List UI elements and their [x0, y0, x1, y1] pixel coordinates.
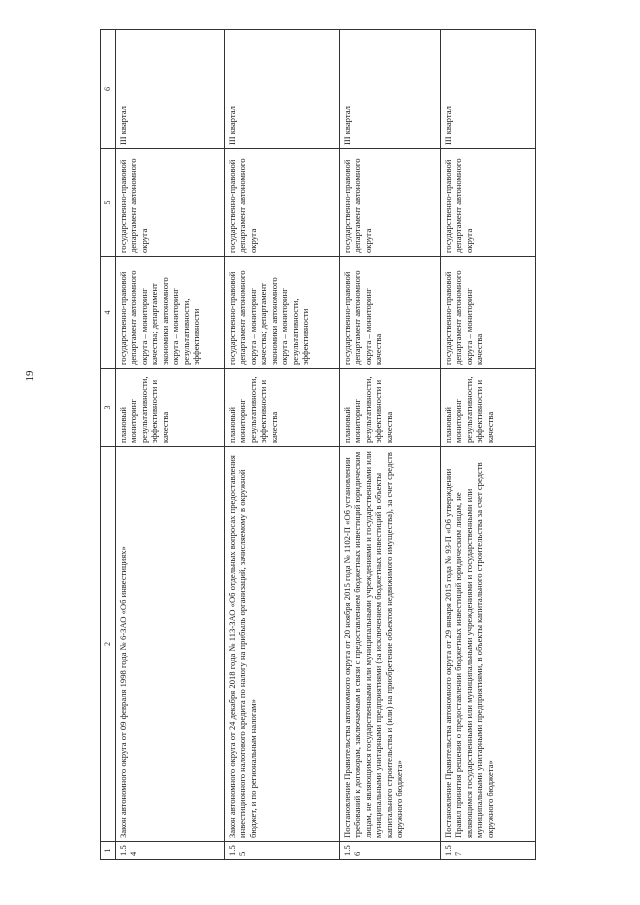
page-number: 19 [24, 370, 36, 382]
table-row [441, 30, 536, 860]
monitoring-performers: государственно-правовой департамент автономного округа – мониторинг качества; департамент экономики автономного округа – мониторинг результативности, эффективности [225, 257, 340, 369]
row-number: 1.56 [340, 842, 441, 860]
monitoring-type: плановый мониторинг результативности, эффективности и качества [340, 369, 441, 447]
deadline: III квартал [441, 30, 536, 149]
table-row [116, 30, 225, 860]
deadline: III квартал [340, 30, 441, 149]
monitoring-type: плановый мониторинг результативности, эффективности и качества [441, 369, 536, 447]
header-cell: 1 [101, 842, 116, 860]
deadline: III квартал [225, 30, 340, 149]
legal-act-name: Постановление Правительства автономного округа от 29 января 2015 года № 93-П «Об утверждении Правил принятия решения о предоставлении бюджетных инвестиций юридическим лицам, не являющимся государственными или муниципальными учреждениями и государственными или муниципальными унитарными предприятиями, в объекты капитального строительства за счет средств окружного бюджета» [441, 447, 536, 842]
table-header-row [101, 30, 116, 860]
responsible-body: государственно-правовой департамент автономного округа [441, 149, 536, 257]
header-cell: 3 [101, 369, 116, 447]
monitoring-performers: государственно-правовой департамент автономного округа – мониторинг качества [340, 257, 441, 369]
row-number: 1.57 [441, 842, 536, 860]
header-cell: 6 [101, 30, 116, 149]
row-number: 1.54 [116, 842, 225, 860]
table-row [225, 30, 340, 860]
responsible-body: государственно-правовой департамент автономного округа [340, 149, 441, 257]
deadline: III квартал [116, 30, 225, 149]
monitoring-performers: государственно-правовой департамент автономного округа – мониторинг качества [441, 257, 536, 369]
monitoring-plan-table [100, 29, 536, 860]
monitoring-performers: государственно-правовой департамент автономного округа – мониторинг качества; департамент экономики автономного округа – мониторинг результативности, эффективности [116, 257, 225, 369]
header-cell: 2 [101, 447, 116, 842]
responsible-body: государственно-правовой департамент автономного округа [116, 149, 225, 257]
row-number: 1.55 [225, 842, 340, 860]
header-cell: 4 [101, 257, 116, 369]
rotated-table-container [100, 30, 525, 860]
monitoring-type: плановый мониторинг результативности, эффективности и качества [225, 369, 340, 447]
monitoring-type: плановый мониторинг результативности, эффективности и качества [116, 369, 225, 447]
header-cell: 5 [101, 149, 116, 257]
legal-act-name: Постановление Правительства автономного округа от 20 ноября 2015 года № 1102-П «Об установлении требований к договорам, заключаемым в связи с предоставлением бюджетных инвестиций юридическим лицам, не являющимся государственными или муниципальными учреждениями и государственными или муниципальными унитарными предприятиями (за исключением бюджетных инвестиций в объекты капитального строительства и (или) на приобретение объектов недвижимого имущества), за счет средств окружного бюджета» [340, 447, 441, 842]
legal-act-name: Закон автономного округа от 24 декабря 2018 года № 113-ЗАО «Об отдельных вопросах предоставления инвестиционного налогового кредита по налогу на прибыль организаций, зачисляемому в окружной бюджет, и по региональным налогам» [225, 447, 340, 842]
table-row [340, 30, 441, 860]
responsible-body: государственно-правовой департамент автономного округа [225, 149, 340, 257]
legal-act-name: Закон автономного округа от 09 февраля 1998 года № 6-ЗАО «Об инвестициях» [116, 447, 225, 842]
